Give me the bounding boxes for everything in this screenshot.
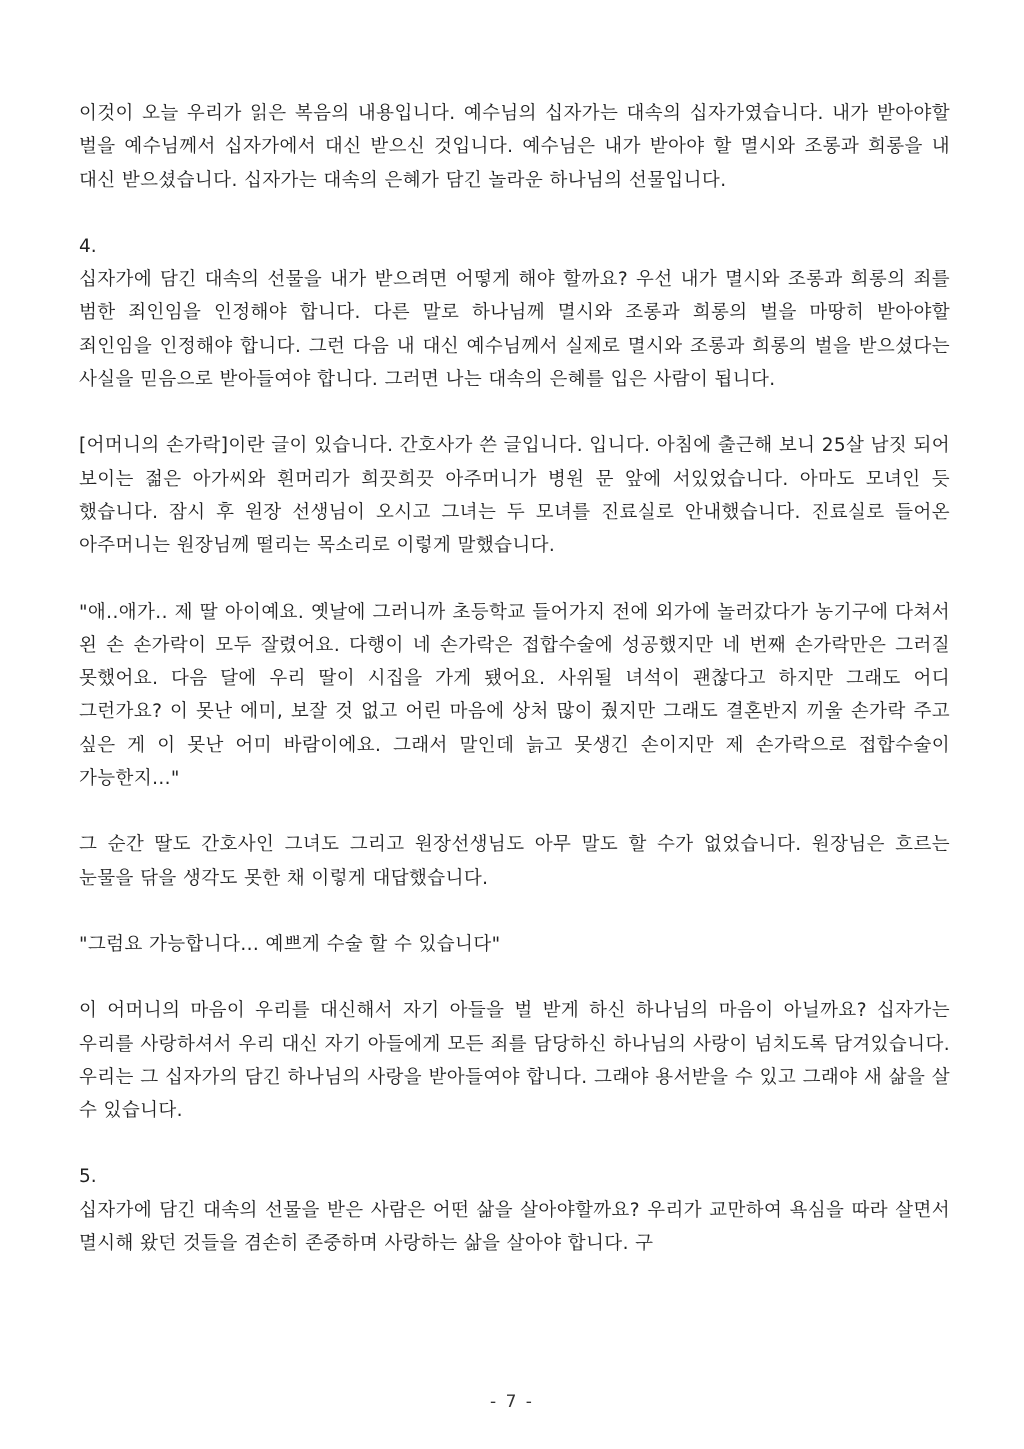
paragraph-7: 이 어머니의 마음이 우리를 대신해서 자기 아들을 벌 받게 하신 하나님의 마음이 아닐까요? 십자가는 우리를 사랑하셔서 우리 대신 자기 아들에게 모든 죄를 담당하신 하나님의 사랑이 넘치도록 담겨있습니다. 우리는 그 십자가의 담긴 하나님의 사랑을 받아들여야 합니다. 그래야 용서받을 수 있고 그래야 새 삶을 살 수 있습니다. — [79, 1000, 950, 1122]
spacer — [79, 1127, 950, 1160]
section-number-5: 5. — [79, 1166, 97, 1188]
paragraph-4-quote: "애..애가.. 제 딸 아이예요. 옛날에 그러니까 초등학교 들어가지 전에 외가에 놀러갔다가 농기구에 다쳐서 왼 손 손가락이 모두 잘렸어요. 다행이 네 손가락은 접합수술에 성공했지만 네 번째 손가락만은 그러질 못했어요. 다음 달에 우리 딸이 시집을 가게 됐어요. 사위될 녀석이 괜찮다고 하지만 그래도 어디 그런가요? 이 못난 에미, 보잘 것 없고 어린 마음에 상처 많이 줬지만 그래도 결혼반지 끼울 손가락 주고 싶은 게 이 못난 어미 바람이에요. 그래서 말인데 늙고 못생긴 손이지만 제 손가락으로 접합수술이 가능한지..." — [79, 601, 950, 790]
spacer — [79, 563, 950, 596]
paragraph-5: 그 순간 딸도 간호사인 그녀도 그리고 원장선생님도 아무 말도 할 수가 없었습니다. 원장님은 흐르는 눈물을 닦을 생각도 못한 채 이렇게 대답했습니다. — [79, 834, 950, 889]
section-number-4: 4. — [79, 235, 97, 257]
spacer — [79, 197, 950, 230]
paragraph-2: 십자가에 담긴 대속의 선물을 내가 받으려면 어떻게 해야 할까요? 우선 내가 멸시와 조롱과 희롱의 죄를 범한 죄인임을 인정해야 합니다. 다른 말로 하나님께 멸시와 조롱과 희롱의 벌을 마땅히 받아야할 죄인임을 인정해야 합니다. 그런 다음 내 대신 예수님께서 실제로 멸시와 조롱과 희롱의 벌을 받으셨다는 사실을 믿음으로 받아들여야 합니다. 그러면 나는 대속의 은혜를 입은 사람이 됩니다. — [79, 269, 950, 391]
document-body — [79, 97, 950, 1260]
page-number: - 7 - — [490, 1392, 534, 1412]
spacer — [79, 396, 950, 429]
paragraph-1: 이것이 오늘 우리가 읽은 복음의 내용입니다. 예수님의 십자가는 대속의 십자가였습니다. 내가 받아야할 벌을 예수님께서 십자가에서 대신 받으신 것입니다. 예수님은 내가 받아야 할 멸시와 조롱과 희롱을 내 대신 받으셨습니다. 십자가는 대속의 은혜가 담긴 놀라운 하나님의 선물입니다. — [79, 103, 950, 191]
spacer — [79, 961, 950, 994]
paragraph-3: [어머니의 손가락]이란 글이 있습니다. 간호사가 쓴 글입니다. 입니다. 아침에 출근해 보니 25살 남짓 되어 보이는 젊은 아가씨와 흰머리가 희끗희끗 아주머니가 병원 문 앞에 서있었습니다. 아마도 모녀인 듯 했습니다. 잠시 후 원장 선생님이 오시고 그녀는 두 모녀를 진료실로 안내했습니다. 진료실로 들어온 아주머니는 원장님께 떨리는 목소리로 이렇게 말했습니다. — [79, 435, 950, 557]
spacer — [79, 895, 950, 928]
spacer — [79, 795, 950, 828]
paragraph-6-quote: "그럼요 가능합니다... 예쁘게 수술 할 수 있습니다" — [79, 933, 501, 955]
paragraph-8: 십자가에 담긴 대속의 선물을 받은 사람은 어떤 삶을 살아야할까요? 우리가 교만하여 욕심을 따라 살면서 멸시해 왔던 것들을 겸손히 존중하며 사랑하는 삶을 살아야 합니다. 구 — [79, 1199, 950, 1255]
